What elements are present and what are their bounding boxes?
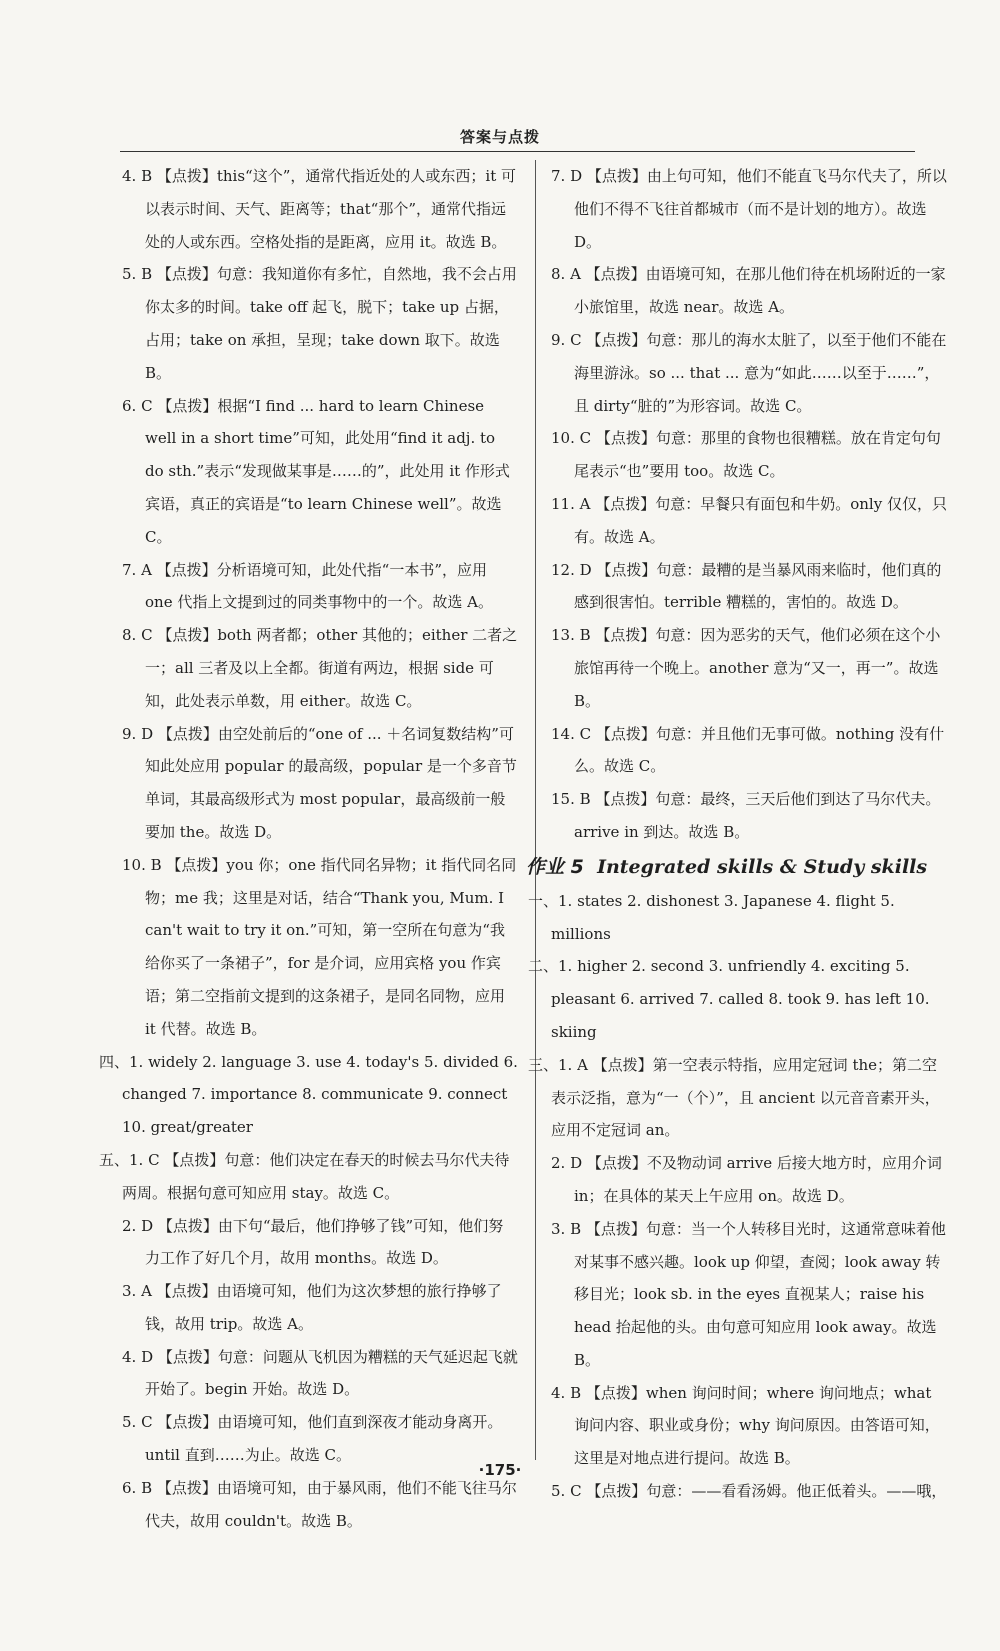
- page-number: ·175·: [478, 1461, 522, 1479]
- part-two-answers: 二、1. higher 2. second 3. unfriendly 4. exciting 5. pleasant 6. arrived 7. called 8. took 9. has left 10. skiing: [528, 957, 930, 1041]
- answer-13: 13. B 【点拨】句意：因为恶劣的天气，他们必须在这个小旅馆再待一个晚上。another 意为“又一，再一”。故选 B。: [551, 626, 941, 710]
- section-heading: [526, 849, 949, 885]
- part-one-answers: 一、1. states 2. dishonest 3. Japanese 4. flight 5. millions: [528, 891, 895, 943]
- answer-4: 4. B 【点拨】this“这个”，通常代指近处的人或东西；it 可以表示时间、天气、距离等；that“那个”，通常代指远处的人或东西。空格处指的是距离，应用 it。故选 B。: [122, 167, 516, 251]
- part-three-answer-1: 三、1. A 【点拨】第一空表示特指，应用定冠词 the；第二空表示泛指，意为“一（个）”，且 ancient 以元音音素开头，应用不定冠词 an。: [528, 1055, 940, 1140]
- section-title: Integrated skills & Study skills: [597, 855, 928, 878]
- section-four-fill-in: 四、1. widely 2. language 3. use 4. today's 5. divided 6. changed 7. importance 8. communicate 9. connect 10. great/greater: [99, 1052, 518, 1137]
- section-five-answer-6: 6. B 【点拨】由语境可知，由于暴风雨，他们不能飞往马尔代夫，故用 couldn't。故选 B。: [122, 1478, 517, 1530]
- answer-8-right: 8. A 【点拨】由语境可知，在那儿他们待在机场附近的一家小旅馆里，故选 near。故选 A。: [551, 265, 946, 317]
- part-three-answer-2: 2. D 【点拨】不及物动词 arrive 后接大地方时，应用介词 in；在具体的某天上午应用 on。故选 D。: [551, 1154, 942, 1205]
- section-five-answer-3: 3. A 【点拨】由语境可知，他们为这次梦想的旅行挣够了钱，故用 trip。故选 A。: [122, 1282, 502, 1333]
- answer-9: 9. D 【点拨】由空处前后的“one of ... ＋名词复数结构”可知此处应用 popular 的最高级，popular 是一个多音节单词，其最高级形式为 most popular，最高级前一般要加 the。故选 D。: [122, 724, 517, 841]
- section-five-answer-4: 4. D 【点拨】句意：问题从飞机因为糟糕的天气延迟起飞就开始了。begin 开始。故选 D。: [122, 1347, 518, 1399]
- part-three-answer-3: 3. B 【点拨】句意：当一个人转移目光时，这通常意味着他对某事不感兴趣。look up 仰望，查阅；look away 转移目光；look sb. in the eyes 直视某人；raise his head 抬起他的头。由句意可知应用 look away。故选 B。: [551, 1219, 946, 1369]
- section-five-answer-1: 五、1. C 【点拨】句意：他们决定在春天的时候去马尔代夫待两周。根据句意可知应用 stay。故选 C。: [99, 1150, 510, 1202]
- left-column: [99, 160, 518, 1537]
- answer-7-right: 7. D 【点拨】由上句可知，他们不能直飞马尔代夫了，所以他们不得不飞往首都城市（而不是计划的地方）。故选 D。: [551, 167, 947, 251]
- answer-6: 6. C 【点拨】根据“I find ... hard to learn Chinese well in a short time”可知，此处用“find it adj. to do sth.”表示“发现做某事是……的”，此处用 it 作形式宾语，真正的宾语是“to learn Chinese well”。故选 C。: [122, 396, 510, 546]
- answer-12: 12. D 【点拨】句意：最糟的是当暴风雨来临时，他们真的感到很害怕。terrible 糟糕的，害怕的。故选 D。: [551, 560, 942, 612]
- answer-10-right: 10. C 【点拨】句意：那里的食物也很糟糕。放在肯定句句尾表示“也”要用 too。故选 C。: [551, 429, 941, 481]
- answer-11: 11. A 【点拨】句意：早餐只有面包和牛奶。only 仅仅，只有。故选 A。: [551, 494, 947, 546]
- answer-8: 8. C 【点拨】both 两者都；other 其他的；either 二者之一；all 三者及以上全都。街道有两边，根据 side 可知，此处表示单数，用 either。故选 C。: [122, 626, 518, 710]
- answer-15: 15. B 【点拨】句意：最终，三天后他们到达了马尔代夫。arrive in 到达。故选 B。: [551, 790, 941, 841]
- header-rule: [120, 151, 915, 152]
- right-column: [526, 160, 949, 1508]
- part-three-answer-5: 5. C 【点拨】句意：——看看汤姆。他正低着头。——哦，: [551, 1482, 947, 1501]
- answer-5: 5. B 【点拨】句意：我知道你有多忙，自然地，我不会占用你太多的时间。take off 起飞，脱下；take up 占据，占用；take on 承担，呈现；take down 取下。故选 B。: [122, 265, 517, 382]
- part-three-answer-4: 4. B 【点拨】when 询问时间；where 询问地点；what 询问内容、职业或身份；why 询问原因。由答语可知，这里是对地点进行提问。故选 B。: [551, 1383, 940, 1468]
- section-five-answer-2: 2. D 【点拨】由下句“最后，他们挣够了钱”可知，他们努力工作了好几个月，故用 months。故选 D。: [122, 1216, 504, 1268]
- answer-9-right: 9. C 【点拨】句意：那儿的海水太脏了，以至于他们不能在海里游泳。so ... that ... 意为“如此……以至于……”，且 dirty“脏的”为形容词。故选 C。: [551, 330, 947, 415]
- column-divider: [535, 160, 536, 1460]
- answer-14: 14. C 【点拨】句意：并且他们无事可做。nothing 没有什么。故选 C。: [551, 724, 945, 776]
- section-prefix: 作业 5: [526, 855, 584, 878]
- page-header-title: 答案与点拨: [459, 128, 540, 146]
- answer-7: 7. A 【点拨】分析语境可知，此处代指“一本书”，应用 one 代指上文提到过的同类事物中的一个。故选 A。: [122, 560, 493, 612]
- section-five-answer-5: 5. C 【点拨】由语境可知，他们直到深夜才能动身离开。until 直到……为止。故选 C。: [122, 1413, 503, 1465]
- answer-10: 10. B 【点拨】you 你；one 指代同名异物；it 指代同名同物；me 我；这里是对话，结合“Thank you, Mum. I can't wait to try it on.”可知，第一空所在句意为“我给你买了一条裙子”，for 是介词，应用宾格 you 作宾语；第二空指前文提到的这条裙子，是同名同物，应用 it 代替。故选 B。: [122, 855, 517, 1038]
